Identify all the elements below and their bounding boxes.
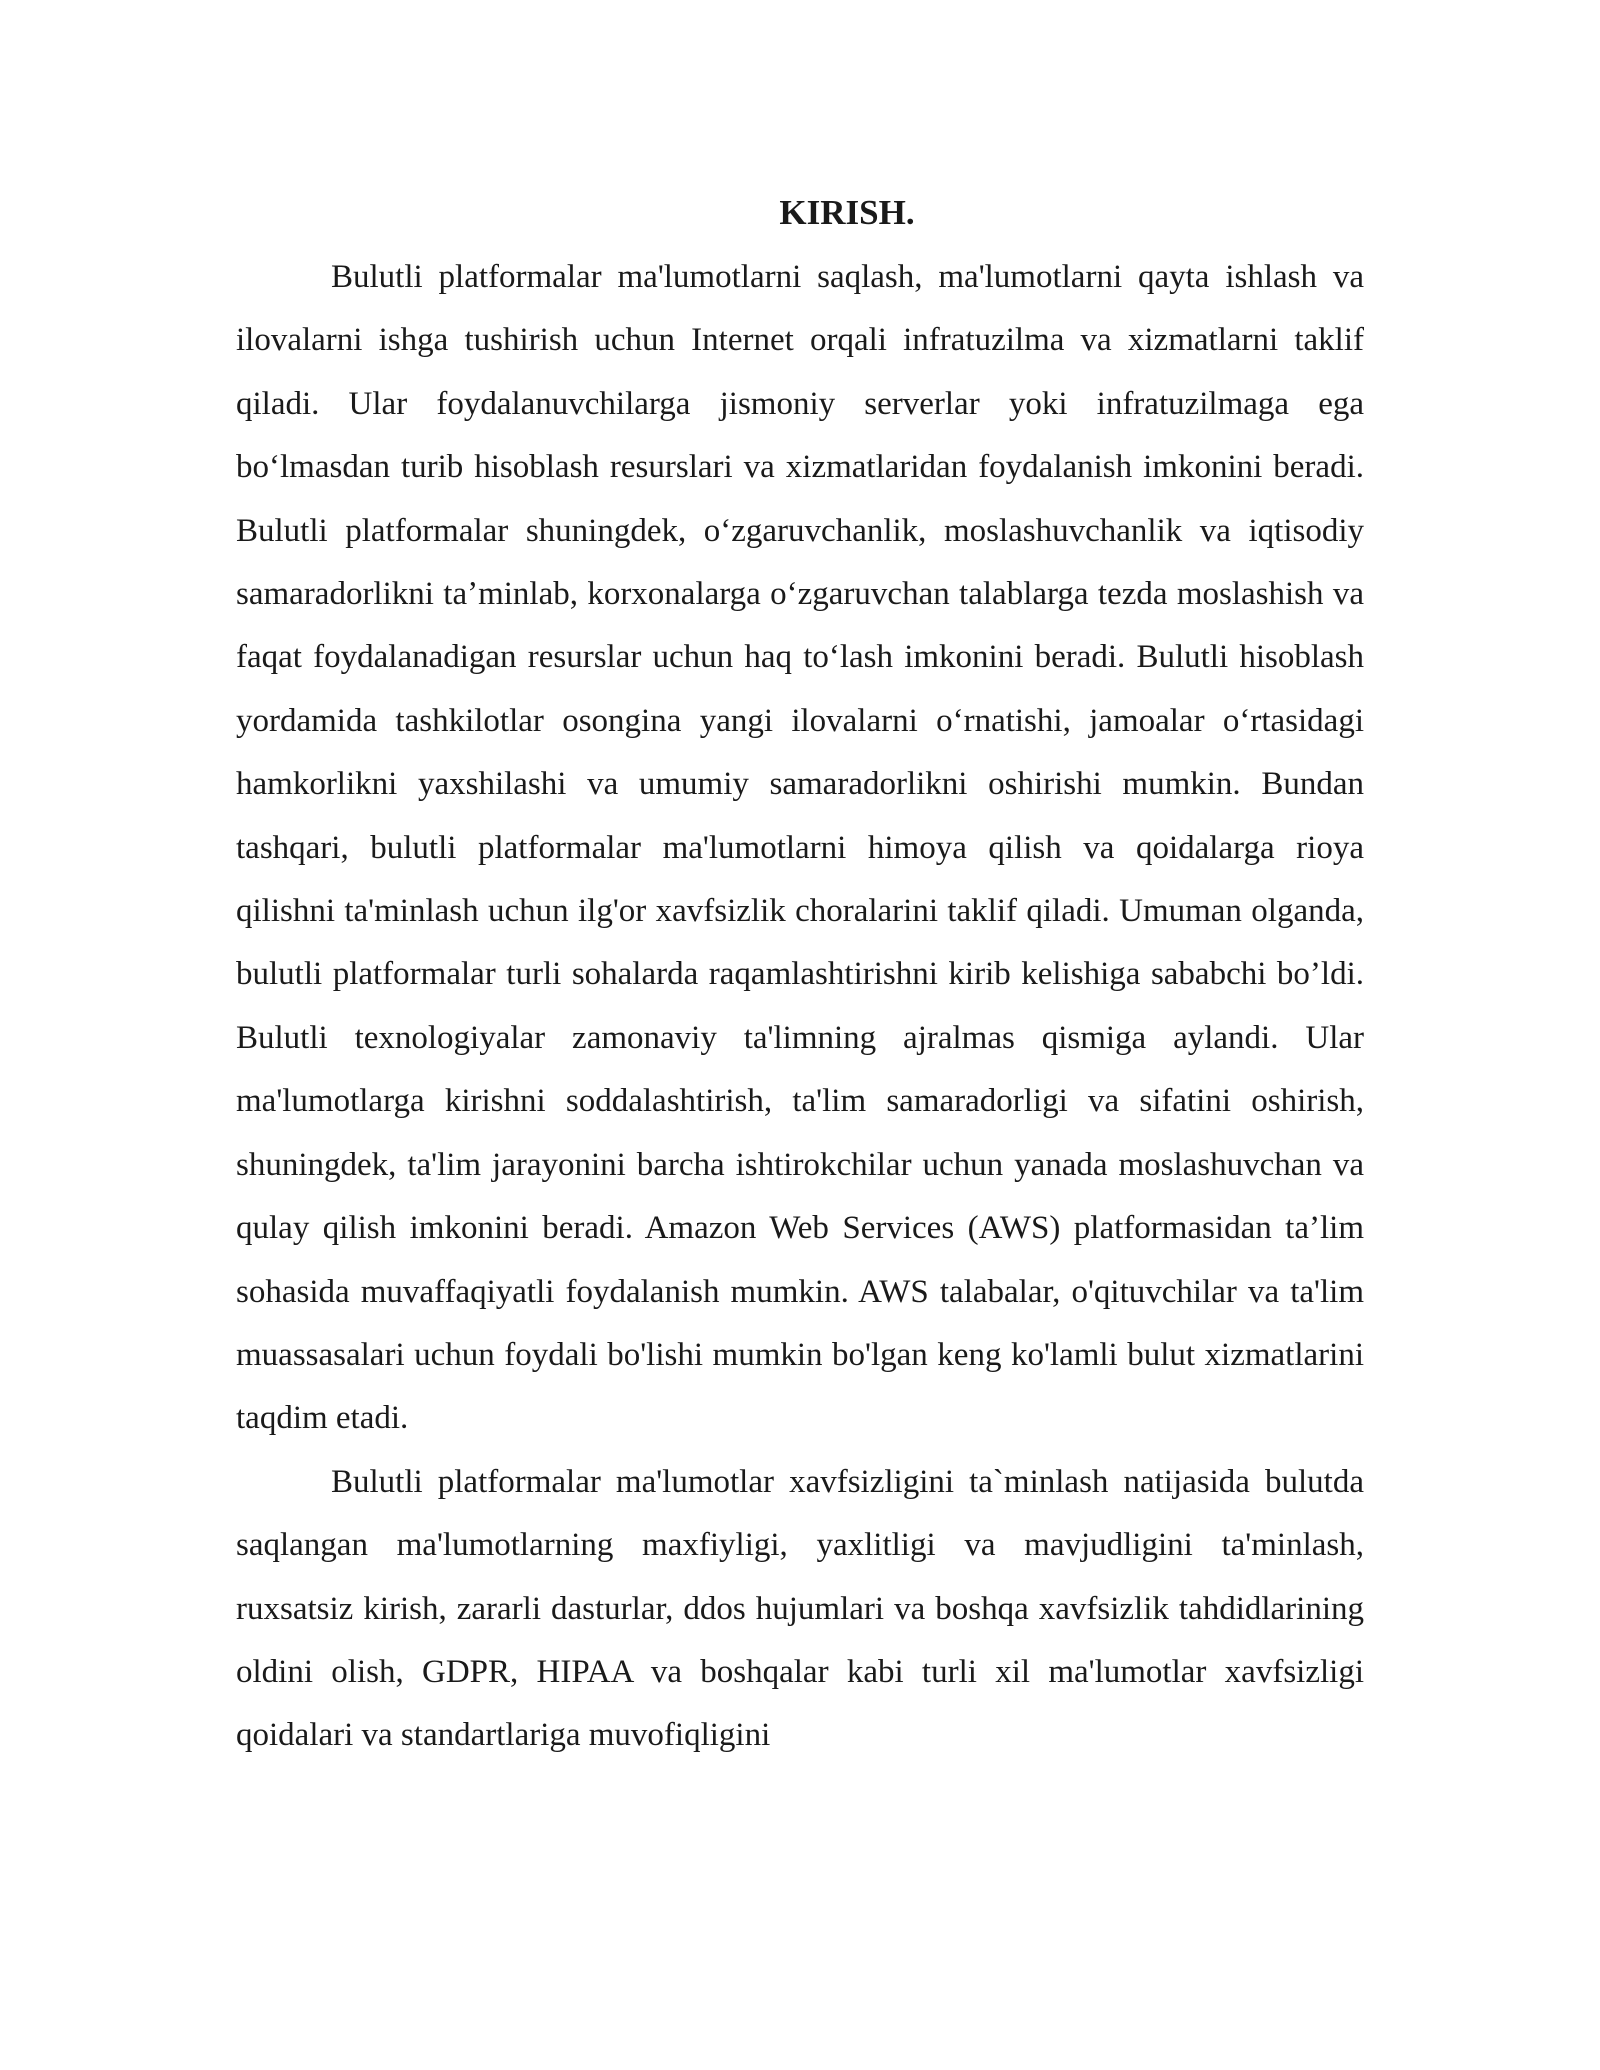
paragraph-1: Bulutli platformalar ma'lumotlarni saqlash, ma'lumotlarni qayta ishlash va ilovalarni ishga tushirish uchun Internet orqali infratuzilma va xizmatlarni taklif qiladi. Ular foydalanuvchilarga jismoniy serverlar yoki infratuzilmaga ega boʻlmasdan turib hisoblash resurslari va xizmatlaridan foydalanish imkonini beradi. Bulutli platformalar shuningdek, oʻzgaruvchanlik, moslashuvchanlik va iqtisodiy samaradorlikni taʼminlab, korxonalarga oʻzgaruvchan talablarga tezda moslashish va faqat foydalanadigan resurslar uchun haq toʻlash imkonini beradi. Bulutli hisoblash yordamida tashkilotlar osongina yangi ilovalarni oʻrnatishi, jamoalar oʻrtasidagi hamkorlikni yaxshilashi va umumiy samaradorlikni oshirishi mumkin. Bundan tashqari, bulutli platformalar ma'lumotlarni himoya qilish va qoidalarga rioya qilishni ta'minlash uchun ilg'or xavfsizlik choralarini taklif qiladi. Umuman olganda, bulutli platformalar turli sohalarda raqamlashtirishni kirib kelishiga sababchi bo’ldi. Bulutli texnologiyalar zamonaviy ta'limning ajralmas qismiga aylandi. Ular ma'lumotlarga kirishni soddalashtirish, ta'lim samaradorligi va sifatini oshirish, shuningdek, ta'lim jarayonini barcha ishtirokchilar uchun yanada moslashuvchan va qulay qilish imkonini beradi. Amazon Web Services (AWS) platformasidan ta’lim sohasida muvaffaqiyatli foydalanish mumkin. AWS talabalar, o'qituvchilar va ta'lim muassasalari uchun foydali bo'lishi mumkin bo'lgan keng ko'lamli bulut xizmatlarini taqdim etadi. (236, 259, 1364, 1437)
paragraph-2: Bulutli platformalar ma'lumotlar xavfsizligini ta`minlash natijasida bulutda saqlangan ma'lumotlarning maxfiyligi, yaxlitligi va mavjudligini ta'minlash, ruxsatsiz kirish, zararli dasturlar, ddos hujumlari va boshqa xavfsizlik tahdidlarining oldini olish, GDPR, HIPAA va boshqalar kabi turli xil ma'lumotlar xavfsizligi qoidalari va standartlariga muvofiqligini (236, 1463, 1364, 1754)
page-title: KIRISH. (779, 193, 915, 232)
document-body (236, 180, 1364, 1768)
